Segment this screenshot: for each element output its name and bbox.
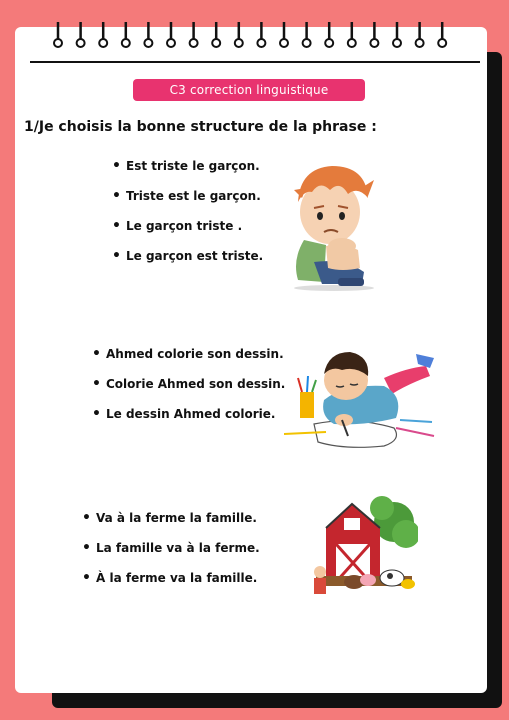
option-group-1 xyxy=(112,158,263,278)
binding-ring xyxy=(190,22,198,47)
option-item: • La famille va à la ferme. xyxy=(82,540,260,570)
option-group-2 xyxy=(92,346,285,436)
binding-ring xyxy=(370,22,378,47)
spiral-binding xyxy=(0,0,509,60)
option-item: • Triste est le garçon. xyxy=(112,188,263,218)
boy-drawing-illustration xyxy=(284,340,438,452)
option-item: • Le garçon triste . xyxy=(112,218,263,248)
option-item: • Colorie Ahmed son dessin. xyxy=(92,376,285,406)
title-badge: C3 correction linguistique xyxy=(133,79,365,101)
binding-ring xyxy=(122,22,130,47)
binding-ring xyxy=(144,22,152,47)
option-item: • À la ferme va la famille. xyxy=(82,570,260,600)
option-item: • Le garçon est triste. xyxy=(112,248,263,278)
binding-ring xyxy=(280,22,288,47)
binding-ring xyxy=(348,22,356,47)
binding-ring xyxy=(393,22,401,47)
binding-ring xyxy=(167,22,175,47)
sad-boy-illustration xyxy=(284,150,384,292)
farm-barn-illustration xyxy=(306,496,418,600)
binding-ring xyxy=(438,22,446,47)
binding-ring xyxy=(416,22,424,47)
option-group-3 xyxy=(82,510,260,600)
binding-ring xyxy=(325,22,333,47)
binding-ring xyxy=(257,22,265,47)
option-item: • Ahmed colorie son dessin. xyxy=(92,346,285,376)
binding-ring xyxy=(212,22,220,47)
binding-ring xyxy=(99,22,107,47)
option-item: • Va à la ferme la famille. xyxy=(82,510,260,540)
option-item: • Le dessin Ahmed colorie. xyxy=(92,406,285,436)
option-item: • Est triste le garçon. xyxy=(112,158,263,188)
binding-ring xyxy=(303,22,311,47)
binding-ring xyxy=(235,22,243,47)
question-heading: 1/Je choisis la bonne structure de la phrase : xyxy=(24,119,377,135)
binding-ring xyxy=(77,22,85,47)
header-rule xyxy=(30,61,480,63)
binding-ring xyxy=(54,22,62,47)
